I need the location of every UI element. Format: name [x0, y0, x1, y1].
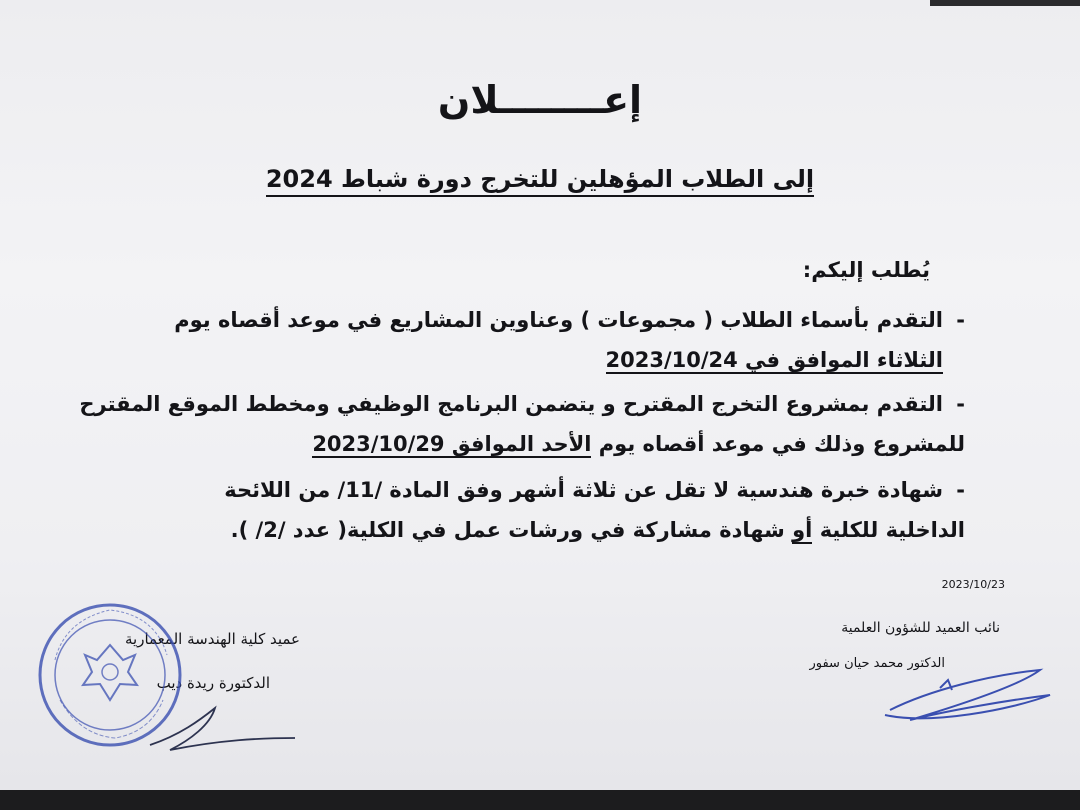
scanner-bottom-edge [0, 790, 1080, 810]
announcement-title: إعــــــــلان [437, 78, 643, 122]
item-2-line-1: التقدم بمشروع التخرج المقترح و يتضمن البرنامج الوظيفي ومخطط الموقع المقترح [79, 392, 943, 416]
item-1-line-1: التقدم بأسماء الطلاب ( مجموعات ) وعناوين المشاريع في موعد أقصاه يوم [174, 308, 943, 332]
item-2-line-2-part-2: الأحد الموافق 2023/10/29 [312, 432, 592, 456]
subtitle-text: إلى الطلاب المؤهلين للتخرج دورة شباط 2024 [266, 165, 814, 197]
document-date: 2023/10/23 [941, 578, 1005, 591]
item-1-line-2: الثلاثاء الموافق في 2023/10/24 [605, 348, 943, 372]
item-3-line-2-part-1: الداخلية للكلية [812, 518, 965, 542]
list-item: -التقدم بأسماء الطلاب ( مجموعات ) وعناوين المشاريع في موعد أقصاه يوم الثلاثاء الموافق في 2023/10/24 [174, 308, 965, 372]
signatory-left-name: الدكتورة ريدة ديب [156, 674, 270, 692]
scanner-top-edge [930, 0, 1080, 6]
item-3-line-1: شهادة خبرة هندسية لا تقل عن ثلاثة أشهر وفق المادة /11/ من اللائحة [224, 478, 943, 502]
list-item: -التقدم بمشروع التخرج المقترح و يتضمن البرنامج الوظيفي ومخطط الموقع المقترح للمشروع وذلك في موعد أقصاه يوم الأحد الموافق 2023/10/29 [79, 392, 965, 456]
list-item: -شهادة خبرة هندسية لا تقل عن ثلاثة أشهر وفق المادة /11/ من اللائحة الداخلية للكلية أو شهادة مشاركة في ورشات عمل في الكلية( عدد /2/ ). [224, 478, 965, 542]
signatory-left-title: عميد كلية الهندسة المعمارية [124, 630, 300, 648]
signatory-right-title: نائب العميد للشؤون العلمية [841, 620, 1000, 636]
item-3-line-2-part-2: أو [792, 518, 813, 542]
announcement-subtitle [240, 165, 840, 193]
item-3-line-2-part-3: شهادة مشاركة في ورشات عمل في الكلية( عدد /2/ ). [230, 518, 793, 542]
signatory-right-name: الدكتور محمد حيان سفور [809, 656, 945, 671]
signature-right-icon [870, 650, 1060, 735]
signature-left-icon [130, 690, 300, 760]
intro-text: يُطلب إليكم: [802, 258, 930, 282]
item-2-line-2-part-1: للمشروع وذلك في موعد أقصاه يوم [591, 432, 965, 456]
